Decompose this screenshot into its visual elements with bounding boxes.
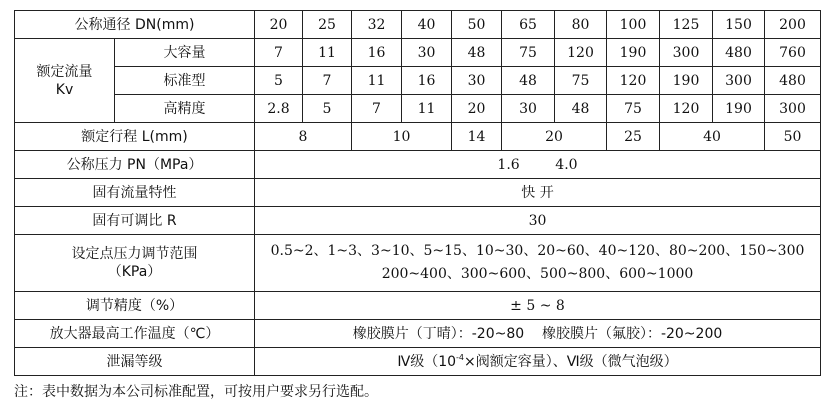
kv-cell: 120 [660, 95, 713, 123]
rangeability-row [15, 207, 821, 235]
dn-label: 公称通径 DN(mm) [15, 11, 255, 39]
stroke-cell: 14 [452, 123, 502, 151]
kv-cell: 75 [555, 67, 607, 95]
kv-row-precision [15, 95, 821, 123]
rangeability-label: 固有可调比 R [15, 207, 255, 235]
kv-cell: 5 [303, 95, 352, 123]
stroke-cell: 8 [255, 123, 352, 151]
leak-part2: ×阀额定容量）、Ⅵ级（微气泡级） [464, 353, 678, 370]
dn-cell: 20 [255, 11, 303, 39]
temp-label: 放大器最高工作温度（℃） [15, 320, 255, 348]
flow-char-value: 快 开 [255, 179, 821, 207]
accuracy-row [15, 292, 821, 320]
kv-cell: 480 [713, 39, 765, 67]
temp-value: 橡胶膜片（丁晴）：-20~80 橡胶膜片（氟胶）：-20~200 [255, 320, 821, 348]
kv-cell: 190 [607, 39, 660, 67]
dn-cell: 50 [452, 11, 502, 39]
kv-cell: 5 [255, 67, 303, 95]
kv-row-large [15, 39, 821, 67]
stroke-cell: 40 [660, 123, 765, 151]
dn-cell: 100 [607, 11, 660, 39]
kv-cell: 300 [660, 39, 713, 67]
kv-cell: 7 [255, 39, 303, 67]
kv-cell: 120 [607, 67, 660, 95]
kv-cell: 760 [765, 39, 821, 67]
kv-cell: 11 [352, 67, 402, 95]
kv-cell: 48 [452, 39, 502, 67]
kv-cell: 7 [352, 95, 402, 123]
kv-cell: 300 [765, 95, 821, 123]
kv-cell: 30 [402, 39, 452, 67]
setpoint-label-line2: （KPa） [107, 264, 162, 280]
kv-cell: 120 [555, 39, 607, 67]
kv-cell: 2.8 [255, 95, 303, 123]
kv-type-label: 标准型 [115, 67, 255, 95]
dn-row [15, 11, 821, 39]
dn-cell: 125 [660, 11, 713, 39]
dn-cell: 40 [402, 11, 452, 39]
accuracy-value: ± 5 ~ 8 [255, 292, 821, 320]
temp-row [15, 320, 821, 348]
dn-cell: 200 [765, 11, 821, 39]
kv-cell: 11 [303, 39, 352, 67]
dn-cell: 25 [303, 11, 352, 39]
dn-cell: 150 [713, 11, 765, 39]
stroke-cell: 50 [765, 123, 821, 151]
stroke-cell: 20 [502, 123, 607, 151]
setpoint-line2: 200~400、300~600、500~800、600~1000 [381, 266, 694, 282]
leak-exponent: -4 [456, 352, 465, 362]
leak-row [15, 348, 821, 376]
kv-cell: 7 [303, 67, 352, 95]
kv-cell: 30 [502, 95, 555, 123]
stroke-cell: 25 [607, 123, 660, 151]
leak-label: 泄漏等级 [15, 348, 255, 376]
accuracy-label: 调节精度（%） [15, 292, 255, 320]
dn-cell: 80 [555, 11, 607, 39]
kv-cell: 16 [352, 39, 402, 67]
kv-cell: 30 [452, 67, 502, 95]
kv-label [15, 39, 115, 123]
stroke-cell: 10 [352, 123, 452, 151]
setpoint-label [15, 235, 255, 292]
footnote: 注：表中数据为本公司标准配置，可按用户要求另行选配。 [14, 384, 378, 400]
setpoint-row [15, 235, 821, 292]
kv-row-standard [15, 67, 821, 95]
rangeability-value: 30 [255, 207, 821, 235]
stroke-label: 额定行程 L(mm) [15, 123, 255, 151]
setpoint-label-line1: 设定点压力调节范围 [71, 246, 198, 262]
leak-value [255, 348, 821, 376]
kv-cell: 480 [765, 67, 821, 95]
dn-cell: 65 [502, 11, 555, 39]
flow-char-row [15, 179, 821, 207]
spec-table [14, 10, 821, 376]
kv-cell: 16 [402, 67, 452, 95]
kv-cell: 20 [452, 95, 502, 123]
kv-cell: 190 [660, 67, 713, 95]
pressure-row [15, 151, 821, 179]
pressure-value: 1.6 4.0 [255, 151, 821, 179]
kv-label-line2: Kv [55, 81, 74, 98]
kv-cell: 75 [607, 95, 660, 123]
kv-type-label: 高精度 [115, 95, 255, 123]
kv-type-label: 大容量 [115, 39, 255, 67]
kv-cell: 190 [713, 95, 765, 123]
setpoint-line1: 0.5~2、1~3、3~10、5~15、10~30、20~60、40~120、80~200、150~300 [270, 243, 805, 259]
setpoint-value [255, 235, 821, 292]
stroke-row [15, 123, 821, 151]
kv-cell: 75 [502, 39, 555, 67]
kv-cell: 48 [502, 67, 555, 95]
flow-char-label: 固有流量特性 [15, 179, 255, 207]
kv-label-line1: 额定流量 [36, 63, 93, 80]
leak-part1: Ⅳ级（10 [397, 353, 457, 370]
pressure-label: 公称压力 PN（MPa） [15, 151, 255, 179]
kv-cell: 300 [713, 67, 765, 95]
kv-cell: 11 [402, 95, 452, 123]
kv-cell: 48 [555, 95, 607, 123]
dn-cell: 32 [352, 11, 402, 39]
